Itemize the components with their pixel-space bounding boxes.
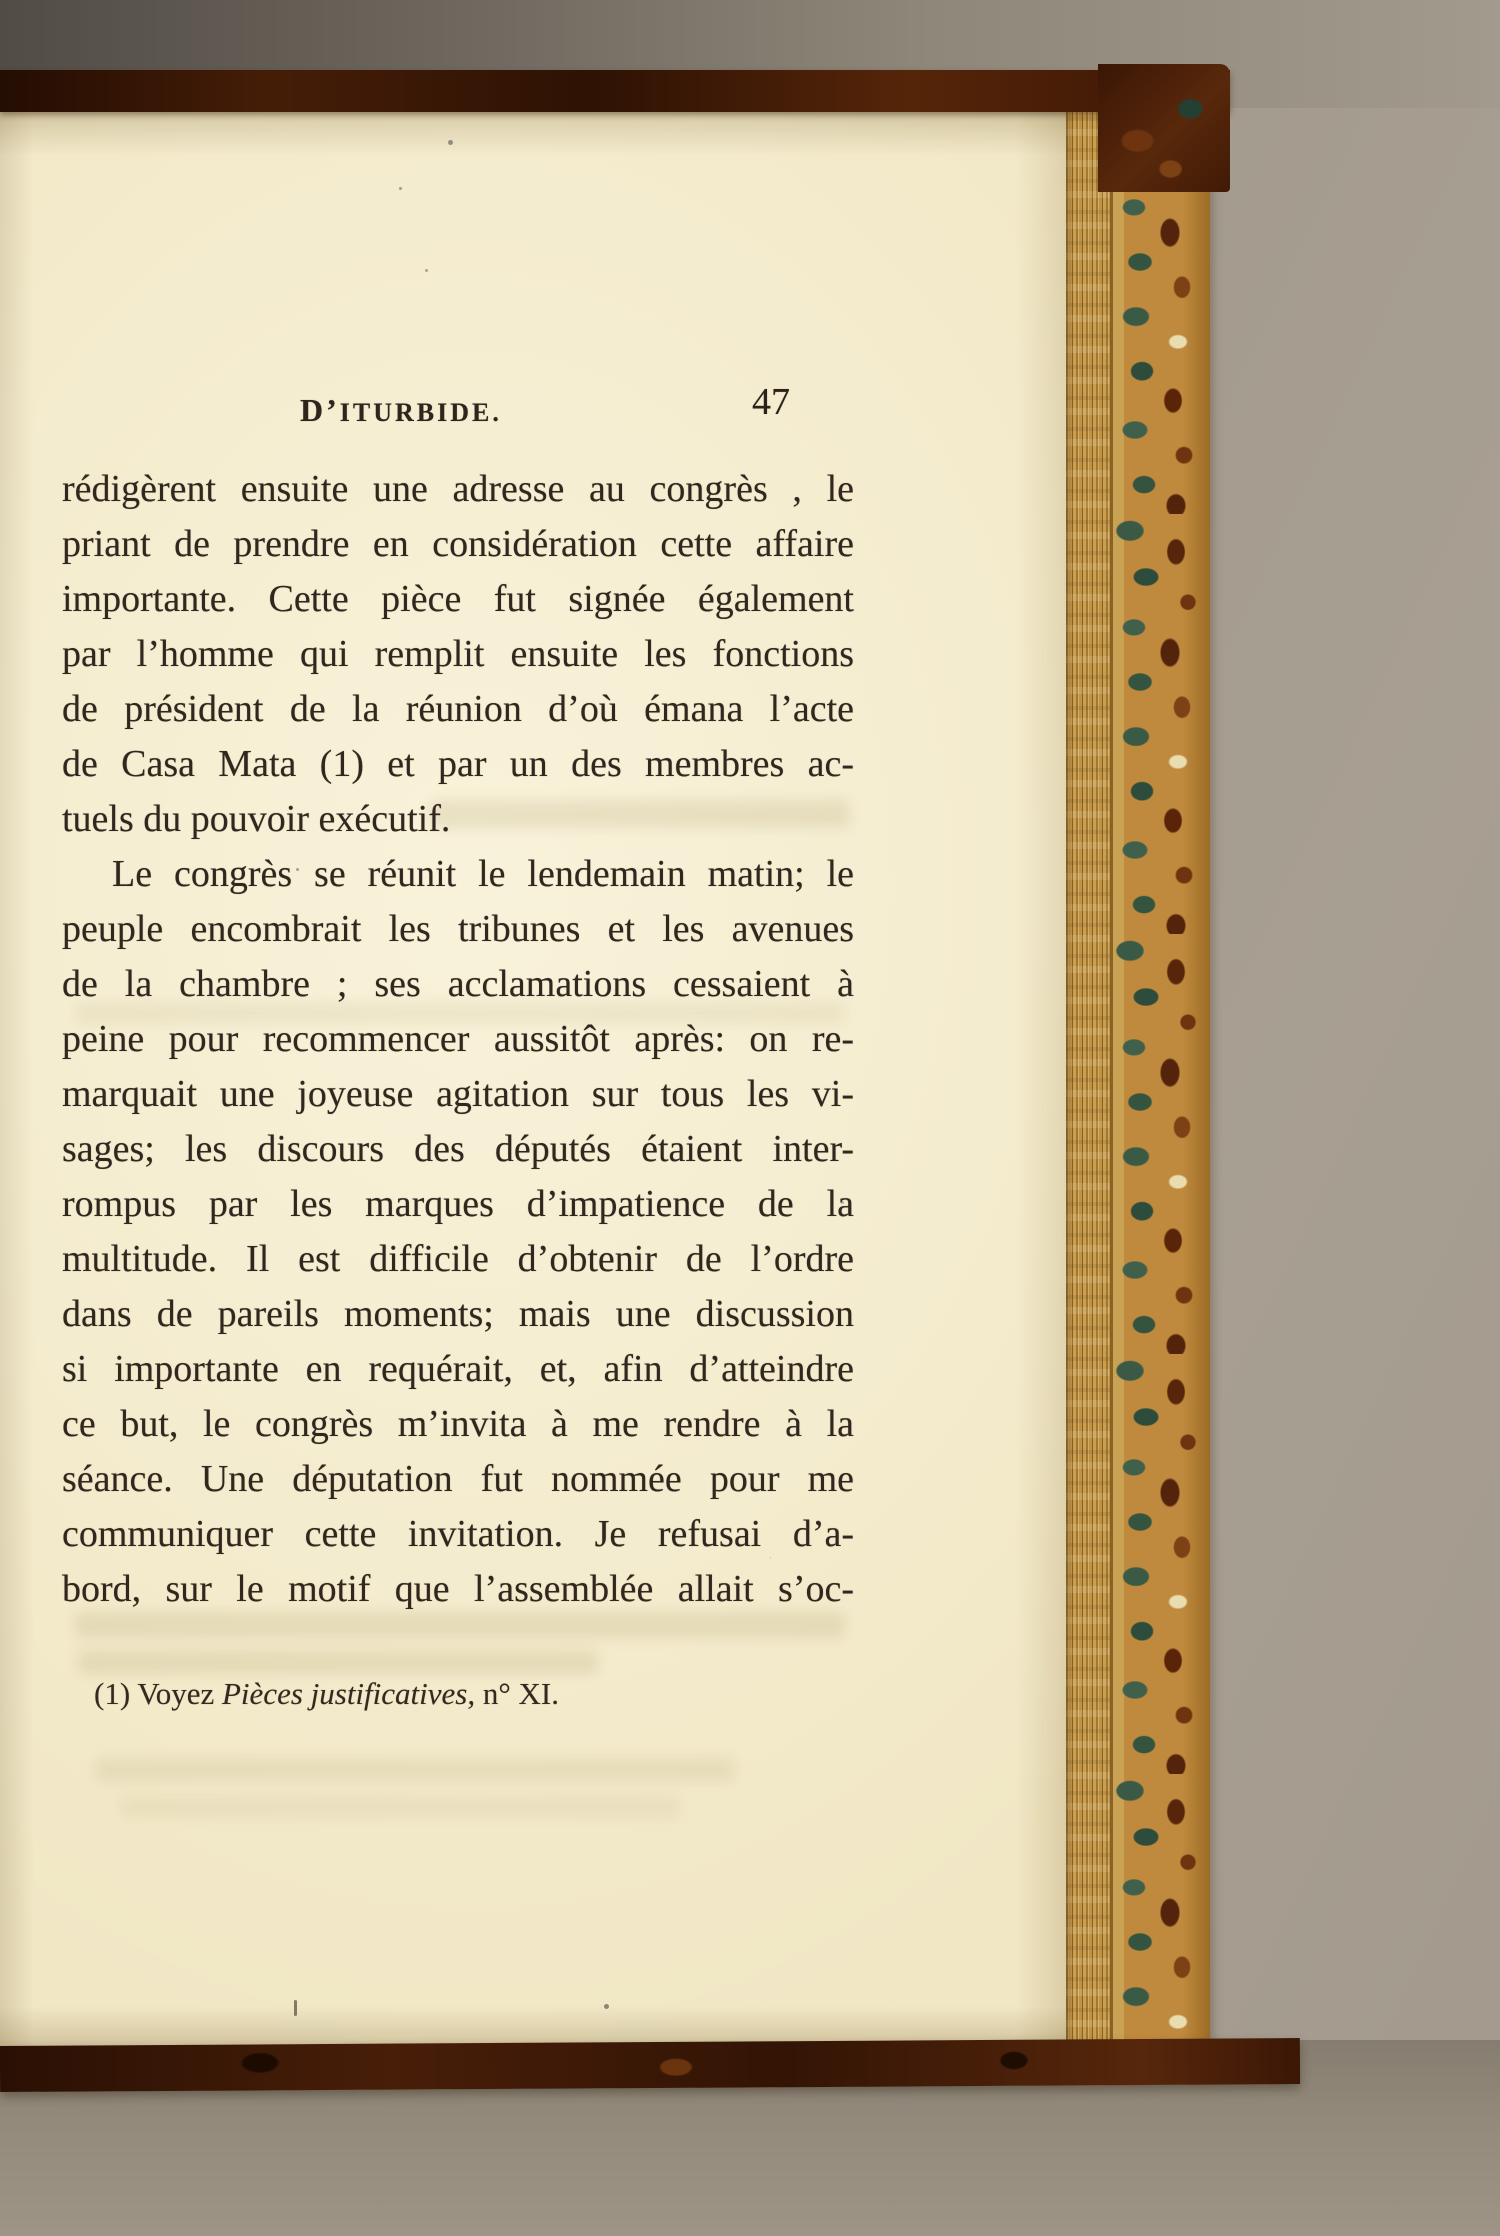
paragraph — [62, 462, 854, 847]
page-number: 47 — [752, 381, 790, 423]
page-fore-edge — [1066, 106, 1112, 2058]
text-line: de président de la réunion d’où émana l’acte — [62, 688, 854, 730]
text-line: si importante en requérait, et, afin d’atteindre — [62, 1348, 854, 1390]
cover-bottom-edge — [0, 2038, 1300, 2092]
show-through-smudge — [78, 1650, 598, 1674]
footnote-marker: (1) Voyez — [94, 1676, 222, 1711]
text-line: peine pour recommencer aussitôt après: on re- — [62, 1018, 854, 1060]
text-line: multitude. Il est difficile d’obtenir de l’ordre — [62, 1238, 854, 1280]
footnote — [94, 1676, 734, 1712]
text-line: dans de pareils moments; mais une discussion — [62, 1293, 854, 1335]
text-line: sages; les discours des députés étaient inter- — [62, 1128, 854, 1170]
show-through-smudge — [120, 1796, 680, 1818]
text-line: peuple encombrait les tribunes et les avenues — [62, 908, 854, 950]
text-line: marquait une joyeuse agitation sur tous les vi- — [62, 1073, 854, 1115]
running-head: D’ITURBIDE. — [300, 392, 502, 428]
cover-top-edge — [0, 70, 1230, 112]
text-line: de Casa Mata (1) et par un des membres ac- — [62, 743, 854, 785]
text-line: de la chambre ; ses acclamations cessaient à — [62, 963, 854, 1005]
text-line: importante. Cette pièce fut signée également — [62, 578, 854, 620]
text-line: priant de prendre en considération cette affaire — [62, 523, 854, 565]
show-through-smudge — [95, 1758, 735, 1782]
cover-top-right-corner — [1098, 64, 1230, 192]
text-line: tuels du pouvoir exécutif. — [62, 798, 451, 840]
dust-specks — [448, 140, 453, 145]
text-line: rompus par les marques d’impatience de la — [62, 1183, 854, 1225]
text-line: par l’homme qui remplit ensuite les fonctions — [62, 633, 854, 675]
text-line: séance. Une députation fut nommée pour me — [62, 1458, 854, 1500]
text-line: rédigèrent ensuite une adresse au congrès , le — [62, 468, 854, 510]
body-text — [62, 462, 854, 1617]
text-line: communiquer cette invitation. Je refusai d’a- — [62, 1513, 854, 1555]
text-line: ce but, le congrès m’invita à me rendre à la — [62, 1403, 854, 1445]
footnote-tail: n° XI. — [475, 1676, 559, 1711]
text-line: Le congrès se réunit le lendemain matin; le — [112, 853, 854, 895]
paragraph — [62, 847, 854, 1617]
ink-mark — [294, 2000, 297, 2016]
footnote-italic-title: Pièces justificatives, — [222, 1676, 476, 1711]
text-line: bord, sur le motif que l’assemblée allait s’oc- — [62, 1568, 854, 1610]
marbled-board-edge — [1110, 94, 1210, 2066]
